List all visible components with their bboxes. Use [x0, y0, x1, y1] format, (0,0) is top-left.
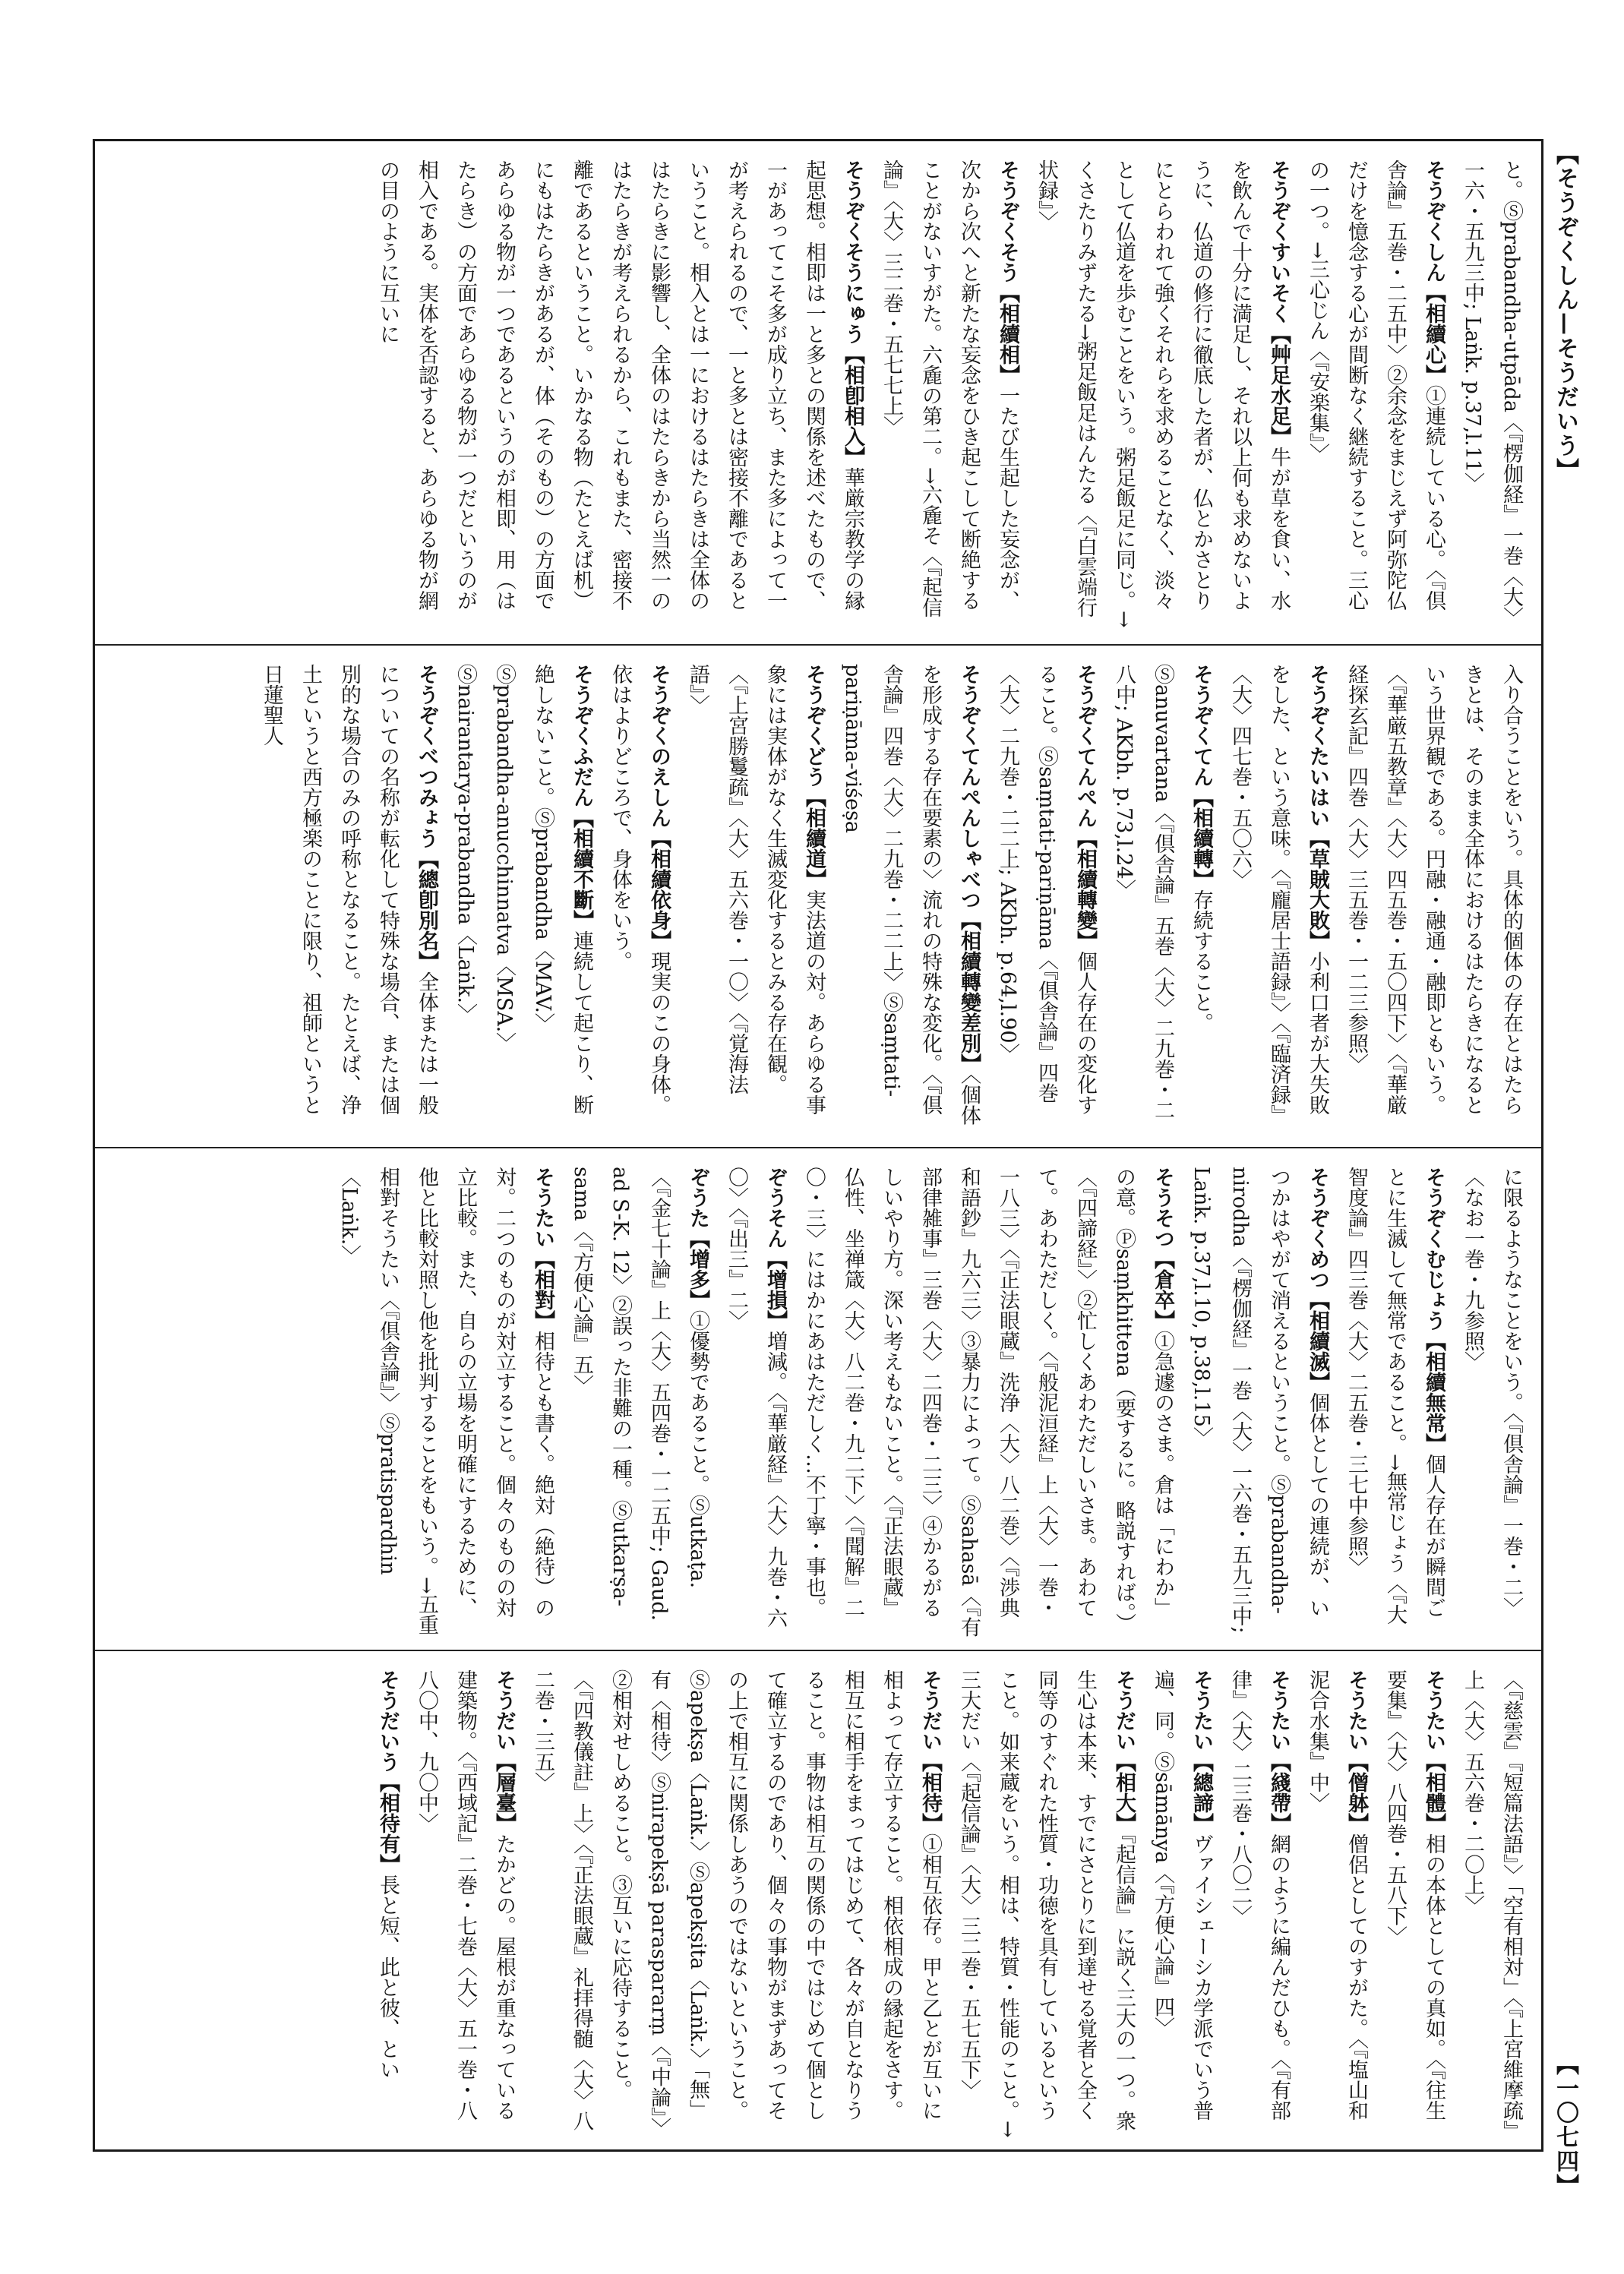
entry-headword: そうぞくてんぺん【相續轉變】 — [1073, 664, 1097, 951]
dictionary-entry — [368, 159, 872, 630]
entry-text: 現実のこの身体。依はよりどころで、身体をいう。 — [608, 664, 671, 1115]
entry-text: 長と短、此と彼、とい — [376, 1874, 400, 2080]
entry-text: 網のように編んだひも。〈『有部律』〈大〉二三巻・八〇二〉 — [1228, 1669, 1291, 2121]
dictionary-entry — [407, 1669, 523, 2140]
entry-headword: そうたい【相對】 — [531, 1167, 554, 1331]
dictionary-entry — [1182, 1167, 1337, 1638]
tier-2 — [95, 644, 1541, 1147]
entry-headword: そうぞくそう【相續相】 — [996, 159, 1019, 385]
dictionary-entry — [1453, 1669, 1531, 2140]
entry-headword: そうだい【層臺】 — [492, 1669, 516, 1833]
entry-text: 増減。〈『華厳経』〈大〉九巻・六〇〉〈『出三』二〉 — [725, 1167, 787, 1628]
dictionary-entry — [833, 664, 988, 1135]
entry-text: 牛が草を食い、水を飲んで十分に満足し、それ以上何も求めないように、仏道の修行に徹底した者が、仏とかさとりにとらわれて強くそれらを求めることなく、淡々として仏道を歩むことをいう。粥足飯足に同じ。→くさたりみずたる→粥足飯足はんたる〈『白雲端行状録』〉 — [1035, 159, 1291, 628]
dictionary-entry — [1376, 1669, 1453, 2140]
dictionary-entry — [1453, 159, 1531, 630]
entry-text: たかどの。屋根が重なっている建築物。〈『西域記』二巻・七巻〈大〉五一巻・八八〇中、九〇中〉 — [415, 1669, 516, 2121]
dictionary-entry — [949, 1669, 1143, 2140]
dictionary-entry — [562, 1167, 717, 1638]
dictionary-entry — [1027, 159, 1298, 630]
entry-headword: ぞうた【增多】 — [686, 1167, 709, 1310]
dictionary-entry — [988, 664, 1104, 1135]
entry-headword: そうぞくたいはい【草賊大敗】 — [1306, 664, 1329, 951]
entry-text: 一たび生起した妄念が、次から次へと新たな妄念をひき起こして断絶することがないすがた。六麁の第二。→六麁そ〈『起信論』〈大〉三二巻・五七七上〉 — [880, 159, 1019, 618]
dictionary-entry — [678, 664, 833, 1135]
entry-headword: そうだいう【相待有】 — [376, 1669, 400, 1874]
entry-headword: そうぞくどう【相續道】 — [802, 664, 826, 889]
entry-text: ①急遽のさま。倉は「にわか」の意。Ⓟsaṃkhittena（要するに。略説すれば。）〈『四諦経』〉②忙しくあわただしいさま。あわてて。あわただしく。〈『般泥洹経』上〈大〉一巻・一八三〉〈『正法眼蔵』洗浄〈大〉八二巻〉〈『渉典和語鈔』九六三〉③暴力によって。Ⓢsahasā〈『有部律雑事』三巻〈大〉二四巻・二三〉④かるがるしいやり方。深い考えもないこと。〈『正法眼蔵』仏性、坐禅箴〈大〉八二巻・九二下〉〈『聞解』二〇・三〉にはかにあはただしく…不丁寧・事也。 — [802, 1167, 1174, 1638]
entry-headword: そうだい【相待】 — [918, 1669, 942, 1833]
dictionary-entry — [1221, 664, 1337, 1135]
entry-headword: そうぞくそうにゅう【相卽相入】 — [841, 159, 864, 467]
entries-column — [106, 159, 1531, 630]
dictionary-entry — [330, 1167, 562, 1638]
entry-headword: そうぞくむじょう【相續無常】 — [1422, 1167, 1445, 1454]
entries-column — [106, 1167, 1531, 1638]
entry-text: ①相互依存。甲と乙とが互いに相よって存立すること。相依相成の縁起をさす。相互に相手をまってはじめて、各々が自となりうること。事物は相互の関係の中ではじめて個として確立するのであり、個々の事物がまずあってその上で相互に関係しあうのではないということ。Ⓢapekṣa〈Laṅk.〉Ⓢapekṣita〈Laṅk.〉「無」有〈相待〉Ⓢnirapekṣā paraspararṃ〈『中論』〉②相対せしめること。③互いに応待すること。〈『四教儀註』上〉〈『正法眼蔵』礼拝得髄〈大〉八二巻・三五〉 — [531, 1669, 942, 2139]
entry-text: 華厳宗教学の縁起思想。相即は一と多との関係を述べたもので、一があってこそ多が成り立ち、また多によって一が考えられるので、一と多とは密接不離であるということ。相入とは一におけるはたらきは全体のはたらきに影響し、全体のはたらきから当然一のはたらきが考えられるから、これもまた、密接不離であるということ。いかなる物（たとえば机）にもはたらきがあるが、体（そのもの）の方面であらゆる物が一つであるというのが相即、用（はたらき）の方面であらゆる物が一つだというのが相入である。実体を否認すると、あらゆる物が網の目のように互いに — [376, 159, 864, 611]
entry-text: 存続すること。Ⓢanuvartana〈『倶舎論』五巻〈大〉二九巻・二八中; AKbh. p.73,l.24〉 — [1112, 664, 1213, 1121]
entry-headword: そうだい【相大】 — [1112, 1669, 1136, 1833]
tier-4 — [95, 1650, 1541, 2152]
entry-text: 個体としての連続が、いつかはやがて消えるということ。Ⓢprabandha-nirodha〈『楞伽経』一巻〈大〉一六巻・五九三中; Laṅk. p.37,l.10, p.38,l.15〉 — [1190, 1167, 1329, 1634]
dictionary-entry — [1337, 664, 1531, 1135]
dictionary-entry — [252, 664, 446, 1135]
entry-headword: そうぞくてんぺんしゃべつ【相續轉變差別】 — [957, 664, 981, 1074]
entry-text: ①連続している心。〈『倶舎論』五巻・二五中〉②余念をまじえず阿弥陀仏だけを憶念する心が間断なく継続すること。三心の一つ。→三心じん〈『安楽集』〉 — [1306, 159, 1445, 611]
entry-headword: そうぞくべつみょう【總卽別名】 — [415, 664, 438, 971]
entry-text: 連続して起こり、断絶しないこと。Ⓢprabandha〈MAV.〉Ⓢprabandha-anucchinnatva〈MSA.〉Ⓢnairantarya-prabandha〈Laṅk.〉 — [453, 664, 593, 1115]
dictionary-entry — [1453, 1167, 1531, 1638]
dictionary-entry — [717, 1167, 795, 1638]
entry-text: 個人存在の変化すること。Ⓢsaṃtati-pariṇāma〈『倶舎論』四巻〈大〉二九巻・二二上; AKbh. p.64,l.90〉 — [996, 664, 1097, 1115]
entry-text: 相の本体としての真如。〈『往生要集』〈大〉八四巻・五八下〉 — [1383, 1669, 1445, 2121]
dictionary-entry — [1298, 1669, 1376, 2140]
dictionary-entry — [1143, 1669, 1221, 2140]
entry-text: 相待とも書く。絶対（絶待）の対。二つのものが対立すること。個々のものの対立比較。また、自らの立場を明確にするために、他と比較対照し他を批判することをもいう。→五重相對そうたい〈『倶舎論』〉Ⓢpratispardhin〈Laṅk.〉 — [337, 1167, 554, 1635]
entry-text: に限るようなことをいう。〈『倶舎論』一巻・二〉〈なお一巻・九参照〉 — [1461, 1167, 1523, 1618]
dictionary-entry — [523, 1669, 949, 2140]
dictionary-entry — [1298, 159, 1453, 630]
dictionary-entry — [795, 1167, 1182, 1638]
entry-text: と。Ⓢprabandha-utpāda〈『楞伽経』一巻〈大〉一六・五九三中; Laṅk. p.37,l.11〉 — [1461, 159, 1523, 628]
entry-headword: そうたい【綫帶】 — [1267, 1669, 1291, 1833]
dictionary-entry — [1337, 1167, 1453, 1638]
entry-headword: そうぞくしん【相續心】 — [1422, 159, 1445, 385]
dictionary-entry — [368, 1669, 407, 2140]
dictionary-frame — [93, 139, 1543, 2152]
entry-headword: そうぞくてん【相續轉】 — [1190, 664, 1213, 889]
entries-column — [106, 664, 1531, 1135]
entry-text: 小利口者が大失敗をした、という意味。〈『龐居士語録』〉〈『臨済録』〈大〉四七巻・五〇六〉 — [1228, 664, 1329, 1126]
entry-headword: そうぞくのえしん【相續依身】 — [647, 664, 671, 951]
entry-text: 僧侶としてのすがた。〈『塩山和泥合水集』中〉 — [1306, 1669, 1368, 2121]
entry-text: 個人存在が瞬間ごとに生滅して無常であること。→無常じょう〈『大智度論』四三巻〈大〉二五巻・三七中参照〉 — [1344, 1167, 1445, 1625]
entry-headword: そうぞくふだん【相續不斷】 — [570, 664, 593, 930]
dictionary-entry — [446, 664, 601, 1135]
page-header: 【そうぞくしん—そうだいう】 — [1552, 142, 1578, 482]
dictionary-entry — [1104, 664, 1221, 1135]
entry-text: 入り合うことをいう。具体的個体の存在とはたらきとは、そのまま全体におけるはたらきになるという世界観である。円融・融通・融即ともいう。〈『華厳五教章』〈大〉四五巻・五〇四下〉〈『華厳経探玄記』四巻〈大〉三五巻・一二三参照〉 — [1344, 664, 1523, 1115]
tier-1 — [95, 141, 1541, 644]
entry-headword: そうたい【僧躰】 — [1344, 1669, 1368, 1833]
entries-column — [106, 1669, 1531, 2140]
entry-headword: そうそつ【倉卒】 — [1151, 1167, 1174, 1331]
entry-headword: そうぞくめつ【相續滅】 — [1306, 1167, 1329, 1392]
entry-text: 実法道の対。あらゆる事象には実体がなく生滅変化するとみる存在観。〈『上宮勝鬘疏』〈大〉五六巻・一〇〉〈『覚海法語』〉 — [686, 664, 826, 1115]
entry-text: ヴァイシェーシカ学派でいう普遍、同。Ⓢsāmānya〈『方便心論』四〉 — [1151, 1669, 1213, 2121]
dictionary-entry — [1221, 1669, 1298, 2140]
entry-headword: そうたい【總諦】 — [1190, 1669, 1213, 1833]
entry-headword: そうぞくすいそく【艸足水足】 — [1267, 159, 1291, 447]
entry-text: 〈個体を形成する存在要素の〉流れの特殊な変化。〈『倶舎論』四巻〈大〉二九巻・二二上〉Ⓢsaṃtati-pariṇāma-viśeṣa — [841, 664, 981, 1126]
dictionary-entry — [872, 159, 1027, 630]
entry-headword: そうたい【相體】 — [1422, 1669, 1445, 1833]
dictionary-entry — [601, 664, 678, 1135]
entry-text: ①優勢であること。Ⓢutkaṭa.〈『金七十論』上〈大〉五四巻・一二五中; Gaud. ad S-K. 12〉②誤った非難の一種。Ⓢutkarṣa-sama〈『方便心論』五〉 — [570, 1167, 709, 1622]
page-number: 【一〇七四】 — [1552, 2052, 1578, 2198]
entry-headword: ぞうそん【增損】 — [763, 1167, 787, 1331]
tier-3 — [95, 1147, 1541, 1650]
entry-text: 〈『慈雲』『短篇法語』〉「空有相対」〈『上宮維摩疏』上〈大〉五六巻・二〇上〉 — [1461, 1669, 1523, 2131]
entry-text: 全体または一般についての名称が転化して特殊な場合、または個別的な場合のみの呼称となること。たとえば、浄土というと西方極楽のことに限り、祖師というと日蓮聖人 — [260, 664, 438, 1115]
entry-text: 『起信論』に説く三大の一つ。衆生心は本来、すでにさとりに到達せる覚者と全く同等のすぐれた性質・功徳を具有しているということ。如来蔵をいう。相は、特質・性能のこと。→三大だい〈『起信論』〈大〉三二巻・五七五下〉 — [957, 1669, 1136, 2138]
